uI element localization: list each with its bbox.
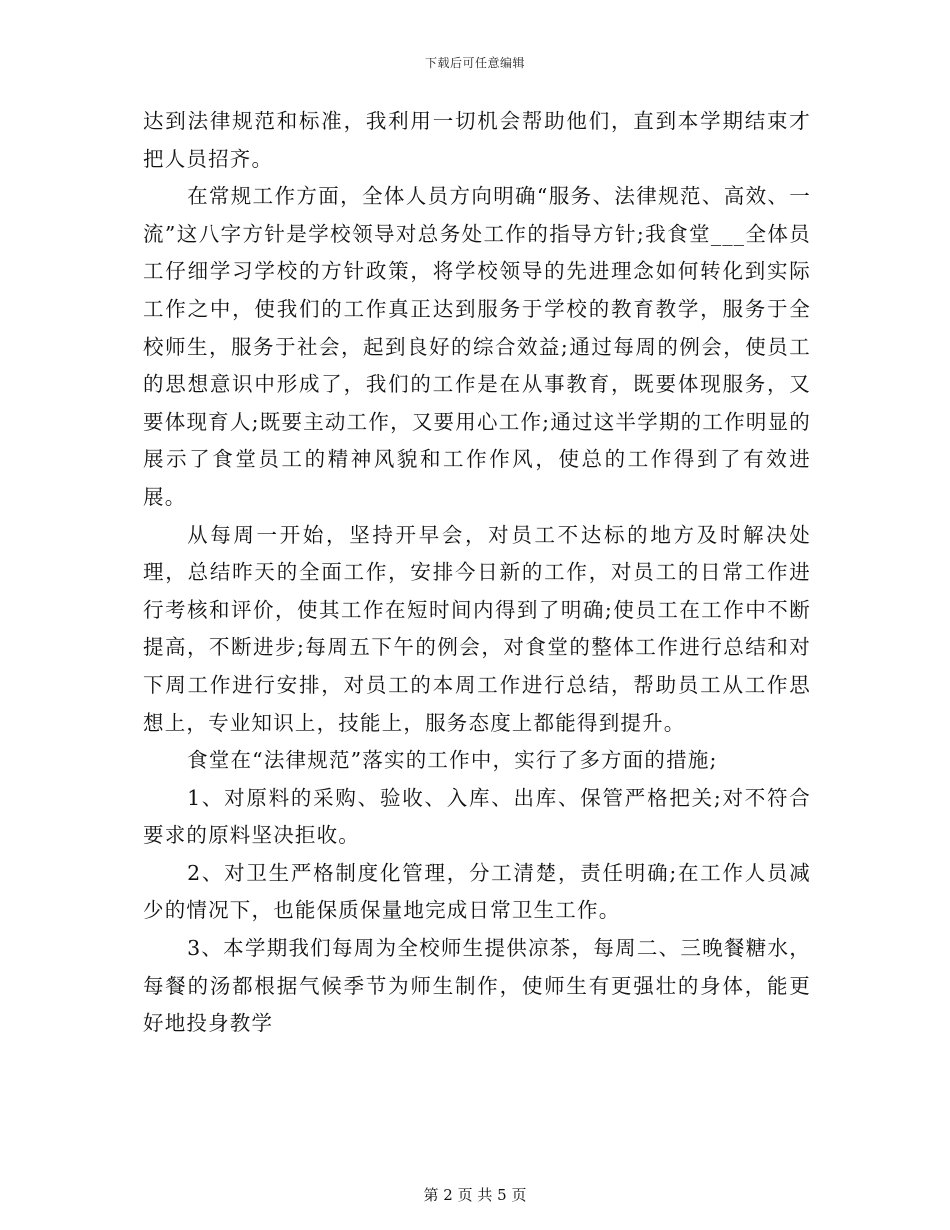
paragraph-continuation: 达到法律规范和标准，我利用一切机会帮助他们，直到本学期结束才把人员招齐。 — [143, 109, 811, 171]
page-footer: 第 2 页 共 5 页 — [423, 1186, 527, 1204]
paragraph-weekly-meetings: 从每周一开始，坚持开早会，对员工不达标的地方及时解决处理，总结昨天的全面工作，安排今日新的工作，对员工的日常工作进行考核和评价，使其工作在短时间内得到了明确;使员工在工作中不断提高，不断进步;每周五下午的例会，对食堂的整体工作进行总结和对下周工作进行安排，对员工的本周工作进行总结，帮助员工从工作思想上，专业知识上，技能上，服务态度上都能得到提升。 — [143, 522, 811, 735]
document-body — [143, 103, 811, 1043]
list-item-procurement: 1、对原料的采购、验收、入库、出库、保管严格把关;对不符合要求的原料坚决拒收。 — [143, 785, 811, 848]
paragraph-routine-work: 在常规工作方面，全体人员方向明确“服务、法律规范、高效、一流”这八字方针是学校领导对总务处工作的指导方针;我食堂___全体员工仔细学习学校的方针政策，将学校领导的先进理念如何转化到实际工作之中，使我们的工作真正达到服务于学校的教育教学，服务于全校师生，服务于社会，起到良好的综合效益;通过每周的例会，使员工的思想意识中形成了，我们的工作是在从事教育，既要体现服务，又要体现育人;既要主动工作，又要用心工作;通过这半学期的工作明显的展示了食堂员工的精神风貌和工作作风，使总的工作得到了有效进展。 — [143, 184, 811, 509]
list-item-herbal-tea: 3、本学期我们每周为全校师生提供凉茶，每周二、三晚餐糖水，每餐的汤都根据气候季节为师生制作，使师生有更强壮的身体，能更好地投身教学 — [143, 936, 811, 1036]
page-header: 下载后可任意编辑 — [424, 56, 525, 70]
paragraph-measures-intro: 食堂在“法律规范”落实的工作中，实行了多方面的措施; — [187, 748, 718, 773]
list-item-hygiene: 2、对卫生严格制度化管理，分工清楚，责任明确;在工作人员减少的情况下，也能保质保量地完成日常卫生工作。 — [143, 860, 811, 923]
